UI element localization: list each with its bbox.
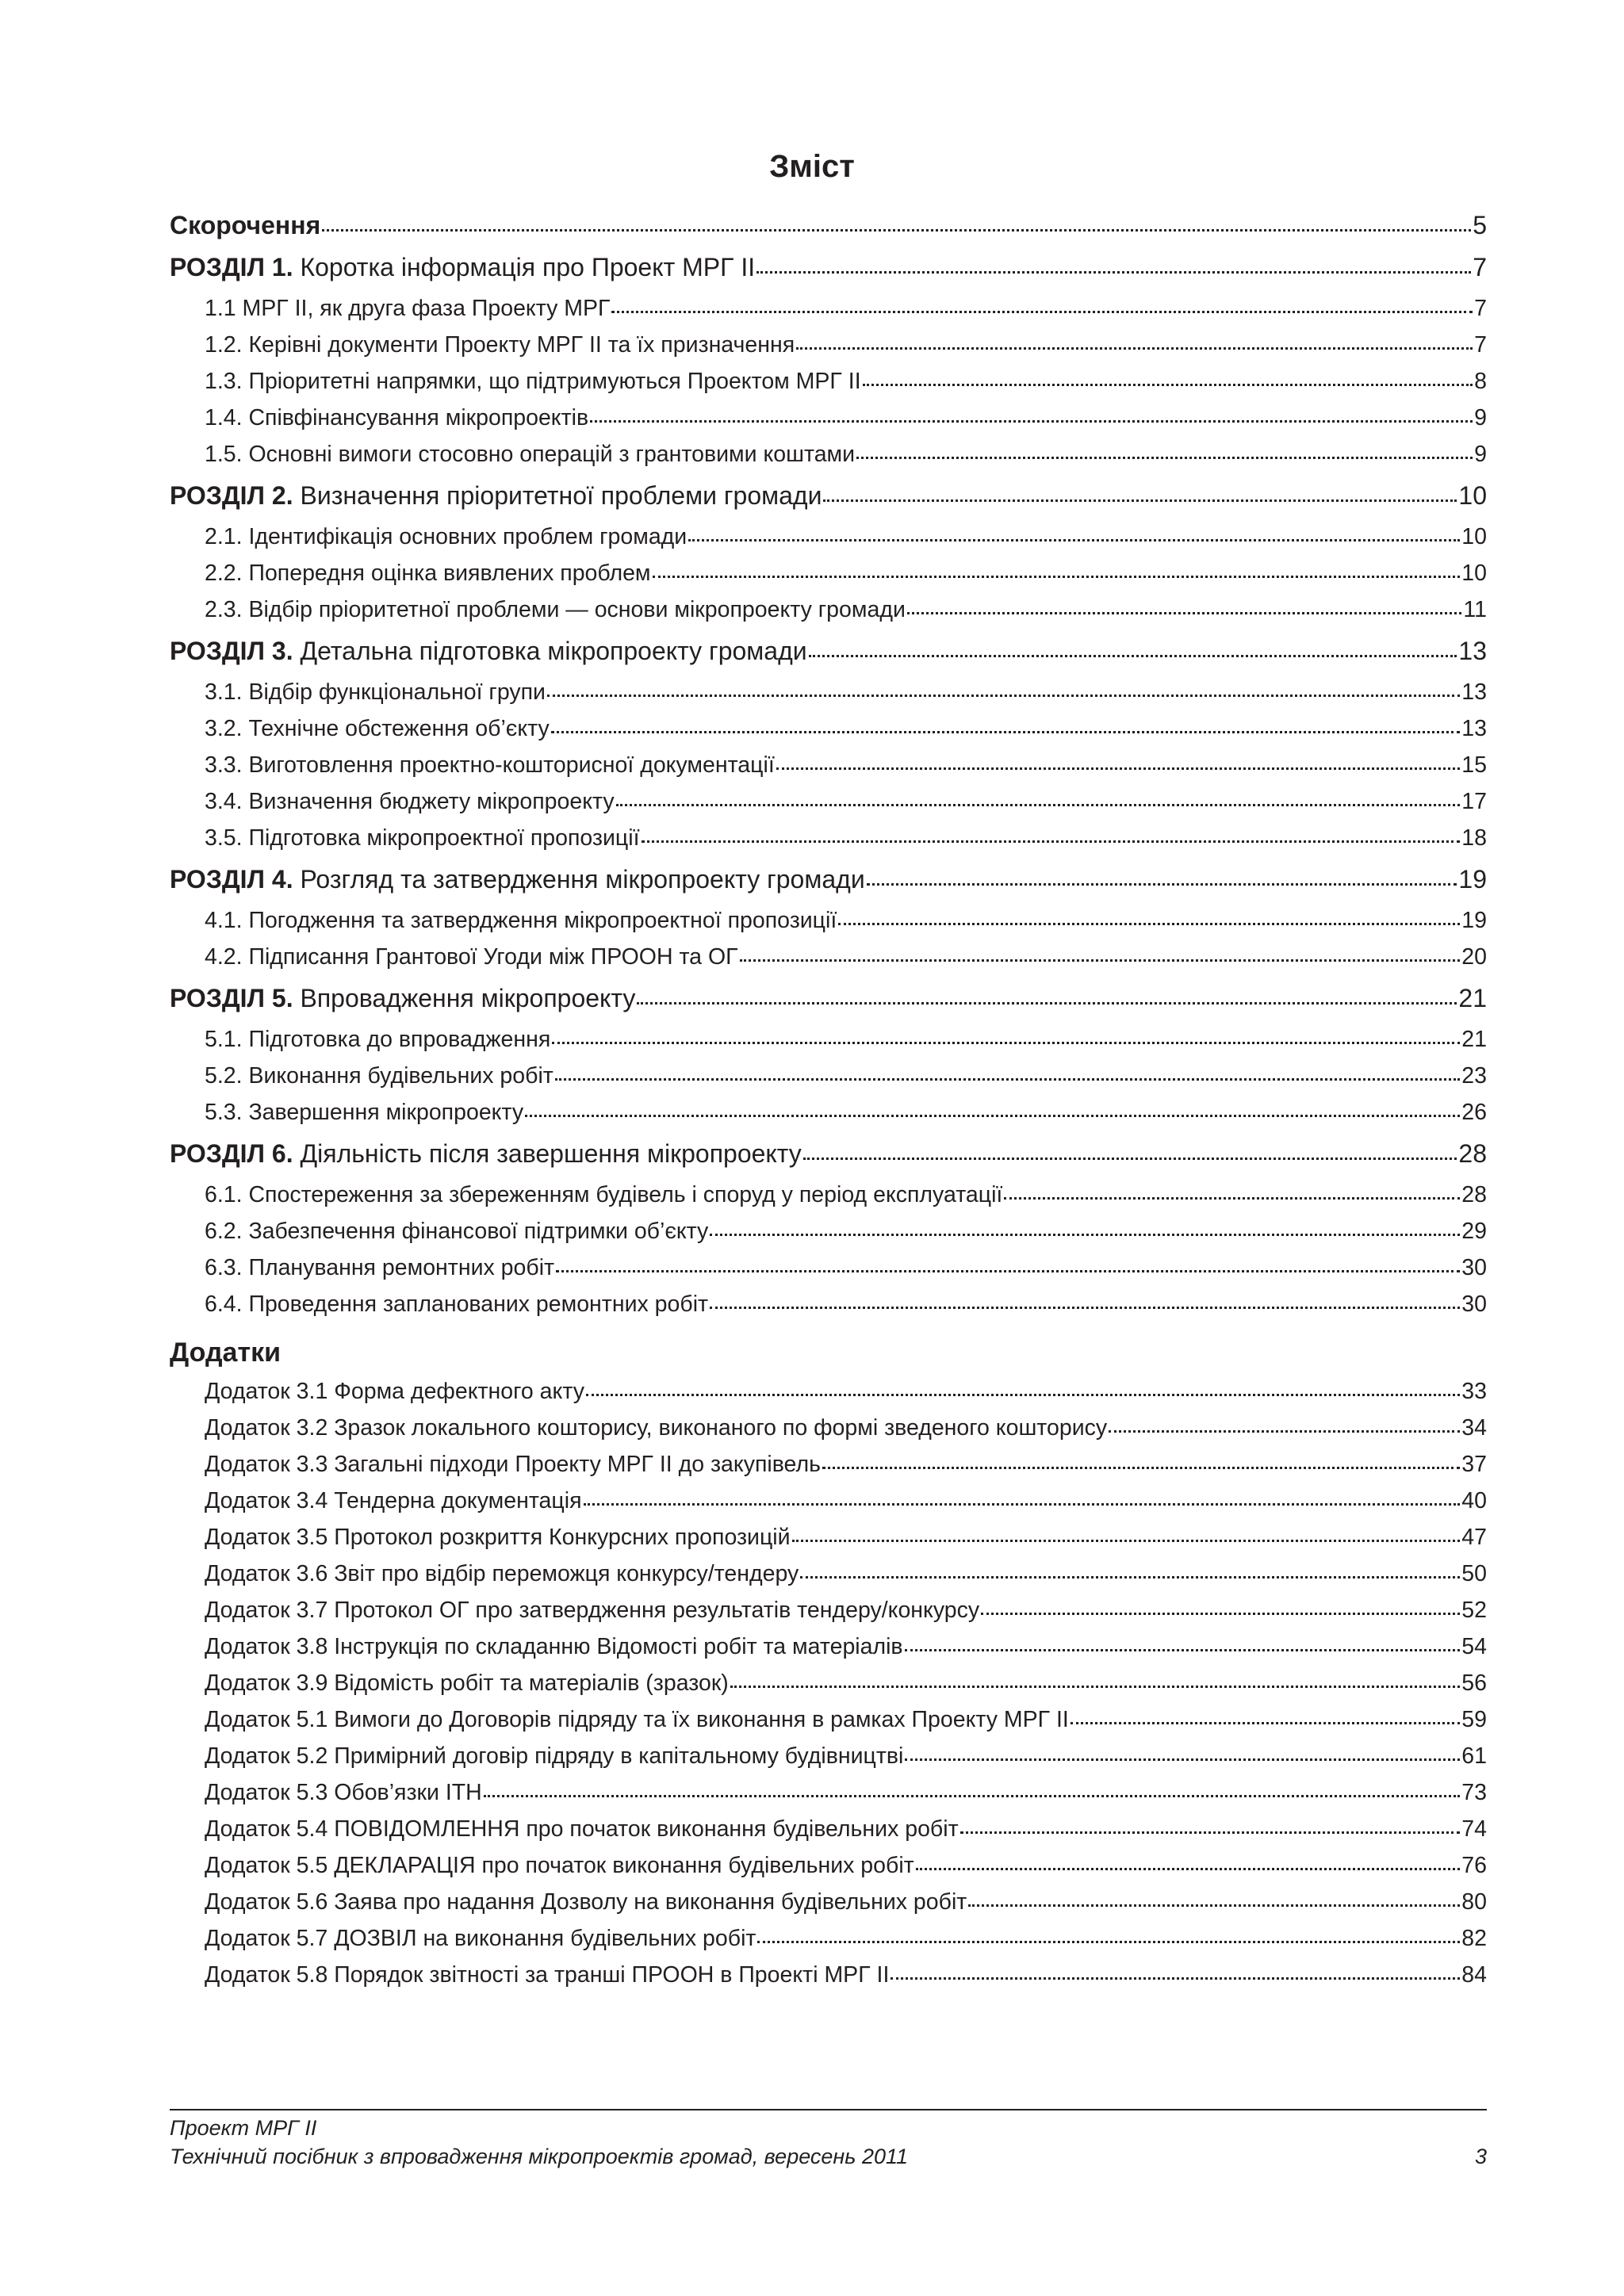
toc-entry-label: 2.3. Відбір пріоритетної проблеми — основи мікропроекту громади [205,597,906,622]
toc-entry-label: 6.4. Проведення запланованих ремонтних робіт [205,1292,709,1317]
toc-page-number: 11 [1463,597,1487,622]
section-number: РОЗДІЛ 2. [170,481,293,510]
toc-page-number: 17 [1461,789,1487,814]
toc-entry-label: 3.5. Підготовка мікропроектної пропозиції [205,825,640,851]
toc-subsection-entry[interactable] [170,436,1487,473]
toc-page-number: 20 [1461,944,1487,970]
dot-leader [863,384,1473,386]
toc-entry-label: Додаток 3.1 Форма дефектного акту [205,1379,584,1404]
toc-appendix-entry[interactable] [170,1884,1487,1920]
toc-section-entry[interactable] [170,473,1487,519]
toc-appendix-entry[interactable] [170,1628,1487,1665]
toc-entry-label [170,244,755,290]
dot-leader [611,311,1473,313]
toc-section-entry[interactable] [170,206,1487,244]
toc-entry-label [170,975,635,1021]
toc-page-number: 50 [1461,1561,1487,1586]
section-number: РОЗДІЛ 1. [170,253,293,281]
toc-appendix-entry[interactable] [170,1920,1487,1957]
toc-page-number: 82 [1461,1926,1487,1951]
dot-leader [637,1002,1457,1004]
footer-page-number: 3 [1474,2145,1487,2168]
toc-appendix-entry[interactable] [170,1811,1487,1847]
dot-leader [757,1941,1460,1943]
toc-entry-label: 4.1. Погодження та затвердження мікропроектної пропозиції [205,908,837,933]
toc-page-number: 13 [1461,679,1487,705]
toc-page-number: 19 [1461,908,1487,933]
toc-section-entry[interactable] [170,1131,1487,1177]
toc-entry-label: 5.3. Завершення мікропроекту [205,1100,524,1125]
toc-subsection-entry[interactable] [170,783,1487,820]
toc-page-number: 80 [1461,1889,1487,1915]
toc-section-entry[interactable] [170,975,1487,1021]
dot-leader [555,1078,1460,1081]
toc-entry-label: Додаток 3.7 Протокол ОГ про затвердження результатів тендеру/конкурсу [205,1598,980,1623]
toc-entry-label: 1.4. Співфінансування мікропроектів [205,405,589,430]
toc-page-number: 21 [1458,984,1487,1012]
toc-page-number: 37 [1461,1452,1487,1477]
toc-entry-label: Додаток 5.6 Заява про надання Дозволу на виконання будівельних робіт [205,1889,967,1915]
toc-entry-label: 1.3. Пріоритетні напрямки, що підтримуються Проектом МРГ ІІ [205,369,861,394]
toc-page-number: 29 [1461,1219,1487,1244]
toc-entry-label: Додаток 5.3 Обов’язки ІТН [205,1780,482,1805]
dot-leader [547,695,1460,697]
toc-entry-label: Додаток 3.4 Тендерна документація [205,1488,582,1513]
toc-page-number: 10 [1461,561,1487,586]
dot-leader [756,271,1471,274]
toc-page-number: 26 [1461,1100,1487,1125]
toc-page-number: 33 [1461,1379,1487,1404]
dot-leader [616,804,1461,806]
toc-subsection-entry[interactable] [170,363,1487,400]
dot-leader [710,1234,1460,1236]
toc-subsection-entry[interactable] [170,555,1487,591]
toc-entry-label: Додаток 5.8 Порядок звітності за транші ПРООН в Проекті МРГ ІІ [205,1962,890,1988]
dot-leader [586,1394,1460,1396]
toc-appendix-entry[interactable] [170,1519,1487,1556]
toc-subsection-entry[interactable] [170,820,1487,856]
dot-leader [905,1649,1461,1651]
table-of-contents [170,206,1487,1993]
toc-subsection-entry[interactable] [170,710,1487,747]
toc-appendix-entry[interactable] [170,1957,1487,1993]
toc-appendix-entry[interactable] [170,1446,1487,1483]
toc-entry-label: 1.2. Керівні документи Проекту МРГ ІІ та їх призначення [205,332,795,358]
dot-leader [891,1977,1460,1980]
dot-leader [981,1613,1460,1615]
toc-subsection-entry[interactable] [170,1249,1487,1286]
toc-entry-label: Додаток 3.2 Зразок локального кошторису, виконаного по формі зведеного кошторису [205,1415,1108,1441]
toc-entry-label: Додаток 5.7 ДОЗВІЛ на виконання будівельних робіт [205,1926,756,1951]
toc-entry-label: 6.2. Забезпечення фінансової підтримки об’єкту [205,1219,709,1244]
toc-subsection-entry[interactable] [170,327,1487,363]
toc-entry-label: 5.1. Підготовка до впровадження [205,1027,551,1052]
toc-page-number: 9 [1474,405,1487,430]
toc-page-number: 15 [1461,752,1487,778]
toc-appendix-entry[interactable] [170,1410,1487,1446]
toc-appendix-entry[interactable] [170,1701,1487,1738]
toc-entry-label [170,628,807,674]
dot-leader [584,1503,1461,1506]
page-title: Зміст [769,149,855,184]
toc-appendix-entry[interactable] [170,1483,1487,1519]
toc-entry-label: Додаток 3.3 Загальні підходи Проекту МРГ ІІ до закупівель [205,1452,821,1477]
dot-leader [730,1686,1460,1688]
section-title: Впровадження мікропроекту [293,984,636,1012]
toc-section-entry[interactable] [170,856,1487,902]
toc-page-number: 47 [1461,1525,1487,1550]
toc-page-number: 10 [1461,524,1487,549]
page-footer [170,2109,1487,2171]
toc-appendix-entry[interactable] [170,1665,1487,1701]
toc-entry-label: 1.1 МРГ ІІ, як друга фаза Проекту МРГ [205,296,611,321]
toc-entry-label: 3.4. Визначення бюджету мікропроекту [205,789,615,814]
dot-leader [838,923,1460,925]
toc-subsection-entry[interactable] [170,747,1487,783]
dot-leader [1071,1722,1460,1724]
section-number: РОЗДІЛ 6. [170,1139,293,1168]
dot-leader [822,1467,1460,1469]
toc-entry-label: Додаток 5.4 ПОВІДОМЛЕННЯ про початок виконання будівельних робіт [205,1816,959,1842]
toc-appendix-entry[interactable] [170,1774,1487,1811]
dot-leader [710,1307,1460,1309]
toc-subsection-entry[interactable] [170,1177,1487,1213]
toc-page-number: 59 [1461,1707,1487,1732]
toc-page-number: 19 [1458,865,1487,894]
dot-leader [551,731,1461,733]
toc-subsection-entry[interactable] [170,519,1487,555]
toc-entry-label: Додаток 3.6 Звіт про відбір переможця конкурсу/тендеру [205,1561,799,1586]
toc-entry-label: 6.1. Спостереження за збереженням будівель і споруд у період експлуатації [205,1182,1003,1207]
toc-subsection-entry[interactable] [170,591,1487,628]
toc-page-number: 34 [1461,1415,1487,1441]
toc-entry-label: 6.3. Планування ремонтних робіт [205,1255,555,1280]
toc-entry-label: 2.1. Ідентифікація основних проблем громади [205,524,688,549]
toc-subsection-entry[interactable] [170,1094,1487,1131]
toc-entry-label [170,206,320,244]
toc-page-number: 7 [1474,332,1487,358]
dot-leader [968,1904,1460,1907]
toc-entry-label: 1.5. Основні вимоги стосовно операцій з грантовими коштами [205,442,856,467]
section-number: Скорочення [170,211,321,239]
dot-leader [867,883,1457,886]
dot-leader [740,959,1461,962]
appendices-heading: Додатки [170,1337,282,1368]
dot-leader [905,1758,1460,1761]
section-title: Розгляд та затвердження мікропроекту громади [293,865,865,894]
toc-page-number: 21 [1461,1027,1487,1052]
toc-entry-label: 2.2. Попередня оцінка виявлених проблем [205,561,651,586]
toc-page-number: 9 [1474,442,1487,467]
dot-leader [803,1158,1457,1160]
dot-leader [552,1042,1460,1044]
toc-page-number: 28 [1458,1139,1487,1168]
dot-leader [960,1831,1461,1834]
toc-subsection-entry[interactable] [170,1021,1487,1058]
toc-page-number: 13 [1461,716,1487,741]
toc-entry-label: 4.2. Підписання Грантової Угоди між ПРООН та ОГ [205,944,738,970]
section-number: РОЗДІЛ 5. [170,984,293,1012]
dot-leader [688,539,1460,541]
dot-leader [916,1868,1461,1870]
toc-page-number: 40 [1461,1488,1487,1513]
section-title: Коротка інформація про Проект МРГ ІІ [293,253,756,281]
dot-leader [776,767,1461,770]
dot-leader [800,1576,1460,1578]
toc-entry-label: Додаток 3.5 Протокол розкриття Конкурсних пропозицій [205,1525,791,1550]
dot-leader [792,1540,1461,1542]
toc-page-number: 7 [1474,296,1487,321]
toc-page-number: 84 [1461,1962,1487,1988]
dot-leader [907,612,1462,614]
toc-page-number: 23 [1461,1063,1487,1089]
toc-section-entry[interactable] [170,628,1487,674]
toc-page-number: 8 [1474,369,1487,394]
toc-page-number: 61 [1461,1743,1487,1769]
toc-subsection-entry[interactable] [170,400,1487,436]
toc-page-number: 74 [1461,1816,1487,1842]
toc-subsection-entry[interactable] [170,674,1487,710]
toc-entry-label: Додаток 3.8 Інструкція по складанню Відомості робіт та матеріалів [205,1634,903,1659]
toc-entry-label: Додаток 5.1 Вимоги до Договорів підряду та їх виконання в рамках Проекту МРГ ІІ [205,1707,1069,1732]
section-title: Діяльність після завершення мікропроекту [293,1139,802,1168]
toc-appendix-entry[interactable] [170,1592,1487,1628]
dot-leader [525,1115,1460,1117]
toc-subsection-entry[interactable] [170,1286,1487,1322]
toc-entry-label: Додаток 5.5 ДЕКЛАРАЦІЯ про початок виконання будівельних робіт [205,1853,914,1878]
dot-leader [322,229,1471,232]
dot-leader [590,420,1473,423]
toc-subsection-entry[interactable] [170,939,1487,975]
toc-page-number: 10 [1458,481,1487,510]
dot-leader [796,347,1473,350]
dot-leader [556,1270,1460,1272]
toc-page-number: 76 [1461,1853,1487,1878]
dot-leader [642,840,1461,843]
toc-page-number: 13 [1458,637,1487,665]
toc-page-number: 73 [1461,1780,1487,1805]
toc-page-number: 18 [1461,825,1487,851]
toc-entry-label: 3.3. Виготовлення проектно-кошторисної документації [205,752,775,778]
toc-entry-label: 5.2. Виконання будівельних робіт [205,1063,553,1089]
dot-leader [1109,1430,1460,1433]
dot-leader [1004,1197,1460,1200]
toc-page-number: 30 [1461,1255,1487,1280]
toc-entry-label [170,473,822,519]
dot-leader [653,576,1461,578]
section-title: Визначення пріоритетної проблеми громади [293,481,822,510]
toc-page-number: 52 [1461,1598,1487,1623]
toc-entry-label: 3.1. Відбір функціональної групи [205,679,546,705]
toc-page-number: 30 [1461,1292,1487,1317]
dot-leader [484,1795,1461,1797]
dot-leader [823,499,1457,502]
toc-appendix-entry[interactable] [170,1738,1487,1774]
section-title: Детальна підготовка мікропроекту громади [293,637,807,665]
toc-entry-label [170,1131,802,1177]
dot-leader [809,655,1457,657]
toc-appendix-entry[interactable] [170,1847,1487,1884]
toc-entry-label: Додаток 5.2 Примірний договір підряду в капітальному будівництві [205,1743,904,1769]
section-number: РОЗДІЛ 4. [170,865,293,894]
toc-subsection-entry[interactable] [170,1058,1487,1094]
section-number: РОЗДІЛ 3. [170,637,293,665]
toc-entry-label: 3.2. Технічне обстеження об’єкту [205,716,550,741]
toc-appendix-entry[interactable] [170,1373,1487,1410]
dot-leader [856,457,1473,459]
footer-project: Проект МРГ ІІ [170,2116,317,2140]
toc-subsection-entry[interactable] [170,1213,1487,1249]
toc-page-number: 7 [1473,253,1487,281]
toc-appendix-entry[interactable] [170,1556,1487,1592]
toc-section-entry[interactable] [170,244,1487,290]
toc-subsection-entry[interactable] [170,290,1487,327]
toc-entry-label [170,856,865,902]
toc-subsection-entry[interactable] [170,902,1487,939]
toc-page-number: 56 [1461,1670,1487,1696]
toc-page-number: 5 [1473,211,1487,239]
toc-page-number: 28 [1461,1182,1487,1207]
toc-page-number: 54 [1461,1634,1487,1659]
toc-entry-label: Додаток 3.9 Відомість робіт та матеріалів (зразок) [205,1670,729,1696]
footer-document-title: Технічний посібник з впровадження мікропроектів громад, вересень 2011 [170,2145,909,2168]
